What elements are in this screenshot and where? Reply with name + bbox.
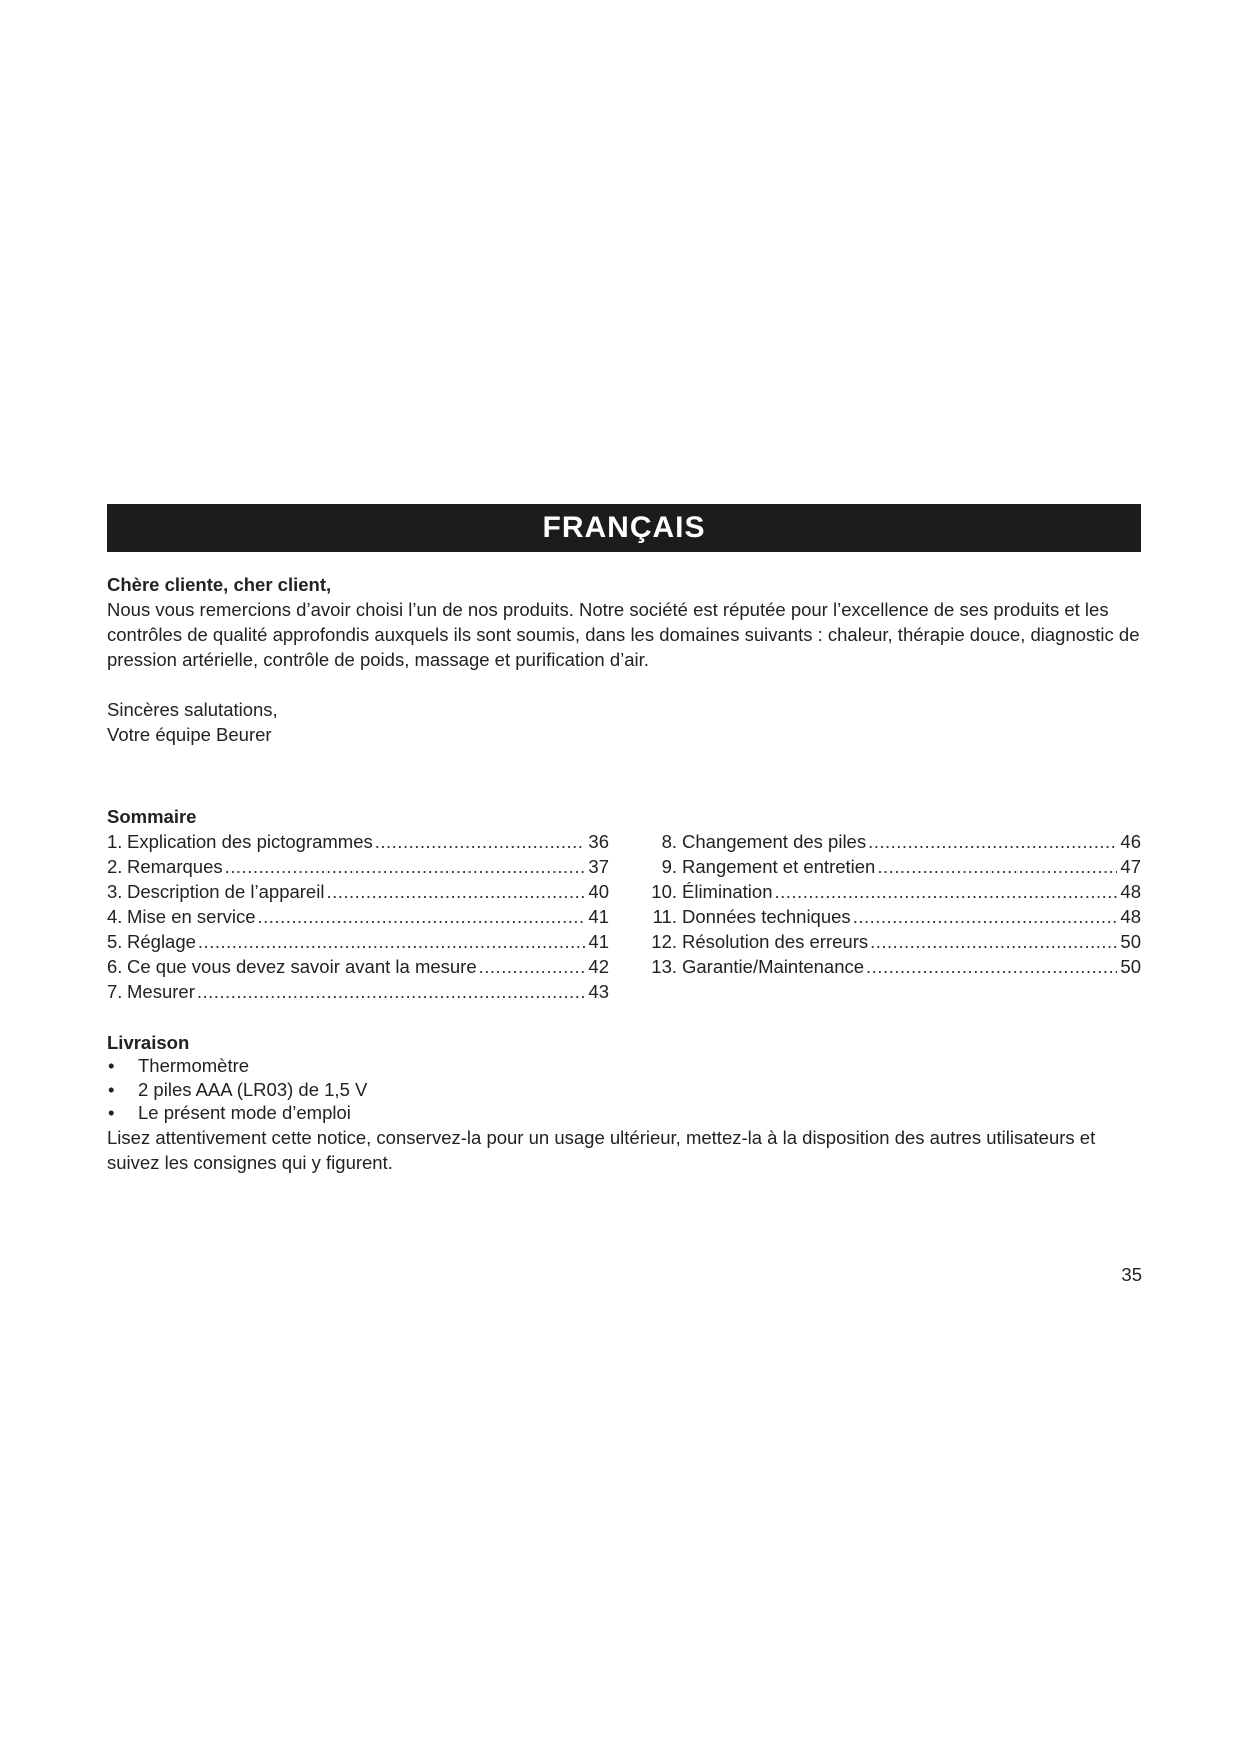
toc-entry-title: Mesurer — [127, 981, 195, 1002]
toc-leader-dots — [375, 829, 585, 854]
toc-entry-page: 48 — [1120, 906, 1141, 927]
toc-leader-dots — [258, 904, 585, 929]
toc-entry-number: 3. — [107, 881, 123, 902]
bullet-icon: • — [108, 1102, 115, 1123]
list-item-text: Thermomètre — [138, 1055, 250, 1076]
toc-leader-dots — [326, 879, 585, 904]
toc-entry-page: 41 — [588, 906, 609, 927]
toc-entry[interactable] — [107, 879, 609, 904]
toc-entry[interactable] — [645, 829, 1141, 854]
toc-entry-title: Changement des piles — [682, 831, 867, 852]
toc-entry-number: 5. — [107, 931, 123, 952]
toc-entry-number: 7. — [107, 981, 123, 1002]
toc-entry[interactable] — [107, 929, 609, 954]
toc-entry-title: Élimination — [682, 881, 773, 902]
toc-entry[interactable] — [107, 854, 609, 879]
list-item-text: 2 piles AAA (LR03) de 1,5 V — [138, 1078, 368, 1100]
toc-entry-number: 12. — [651, 931, 677, 952]
table-of-contents — [107, 829, 1141, 1004]
closing-section — [107, 697, 1141, 747]
list-item-text: Le présent mode d’emploi — [138, 1102, 351, 1123]
toc-leader-dots — [877, 854, 1117, 879]
toc-entry[interactable] — [645, 929, 1141, 954]
toc-entry[interactable] — [107, 954, 609, 979]
toc-entry-number: 11. — [652, 906, 677, 927]
toc-entry-number: 6. — [107, 956, 123, 977]
toc-entry-number: 1. — [107, 831, 123, 852]
toc-entry-title: Mise en service — [127, 906, 256, 927]
toc-entry-number: 10. — [651, 881, 677, 902]
list-item — [107, 1101, 1141, 1125]
toc-entry-number: 4. — [107, 906, 123, 927]
usage-notice: Lisez attentivement cette notice, conservez-la pour un usage ultérieur, mettez-la à la disposition des autres utilisateurs et suivez les consignes qui y figurent. — [107, 1126, 1096, 1173]
closing-signature: Votre équipe Beurer — [107, 724, 272, 745]
toc-leader-dots — [197, 979, 585, 1004]
bullet-icon: • — [108, 1078, 115, 1100]
toc-entry-title: Explication des pictogrammes — [127, 831, 373, 852]
toc-entry-title: Données techniques — [682, 906, 851, 927]
toc-entry-page: 50 — [1120, 956, 1141, 977]
toc-heading: Sommaire — [107, 806, 197, 827]
intro-paragraph: Nous vous remercions d’avoir choisi l’un de nos produits. Notre société est réputée pour l’excellence de ses produits et les contrôles de qualité approfondis auxquels ils sont soumis, dans les domaines suivants : chaleur, thérapie douce, diagnostic de pression artérielle, contrôle de poids, massage et purification d’air. — [107, 599, 1140, 670]
page-number: 35 — [1121, 1264, 1142, 1285]
toc-entry-page: 48 — [1120, 881, 1141, 902]
toc-leader-dots — [479, 954, 585, 979]
toc-entry-page: 36 — [588, 831, 609, 852]
bullet-icon: • — [108, 1055, 115, 1076]
document-page — [107, 504, 1141, 1175]
toc-entry-page: 41 — [588, 931, 609, 952]
toc-entry[interactable] — [645, 904, 1141, 929]
toc-column-left — [107, 829, 609, 1004]
delivery-heading: Livraison — [107, 1032, 190, 1053]
toc-entry-title: Ce que vous devez savoir avant la mesure — [127, 956, 477, 977]
toc-entry[interactable] — [107, 829, 609, 854]
greeting-heading: Chère cliente, cher client, — [107, 574, 332, 595]
toc-entry[interactable] — [107, 979, 609, 1004]
toc-leader-dots — [198, 929, 585, 954]
intro-section — [107, 572, 1141, 672]
toc-leader-dots — [868, 829, 1117, 854]
toc-entry-number: 13. — [651, 956, 677, 977]
toc-entry[interactable] — [645, 954, 1141, 979]
toc-leader-dots — [870, 929, 1117, 954]
toc-entry-title: Description de l’appareil — [127, 881, 325, 902]
toc-leader-dots — [775, 879, 1118, 904]
delivery-list — [107, 1054, 1141, 1125]
toc-leader-dots — [866, 954, 1117, 979]
toc-entry-title: Garantie/Maintenance — [682, 956, 865, 977]
closing-salutation: Sincères salutations, — [107, 699, 278, 720]
list-item — [107, 1078, 1141, 1102]
toc-entry-title: Rangement et entretien — [682, 856, 876, 877]
toc-entry-page: 40 — [588, 881, 609, 902]
toc-entry-page: 50 — [1120, 931, 1141, 952]
toc-entry-title: Réglage — [127, 931, 196, 952]
toc-entry-page: 46 — [1120, 831, 1141, 852]
list-item — [107, 1054, 1141, 1078]
toc-entry[interactable] — [645, 879, 1141, 904]
language-banner — [107, 504, 1141, 552]
toc-leader-dots — [853, 904, 1117, 929]
toc-column-right — [645, 829, 1141, 1004]
toc-entry-number: 2. — [107, 856, 123, 877]
toc-leader-dots — [225, 854, 585, 879]
toc-entry-page: 43 — [588, 981, 609, 1002]
toc-entry-page: 47 — [1120, 856, 1141, 877]
banner-title: FRANÇAIS — [542, 511, 706, 544]
toc-entry[interactable] — [107, 904, 609, 929]
toc-entry-title: Remarques — [127, 856, 223, 877]
toc-entry-title: Résolution des erreurs — [682, 931, 869, 952]
toc-entry-number: 8. — [661, 831, 677, 852]
toc-entry[interactable] — [645, 854, 1141, 879]
toc-entry-page: 37 — [588, 856, 609, 877]
toc-entry-number: 9. — [661, 856, 677, 877]
toc-entry-page: 42 — [588, 956, 609, 977]
